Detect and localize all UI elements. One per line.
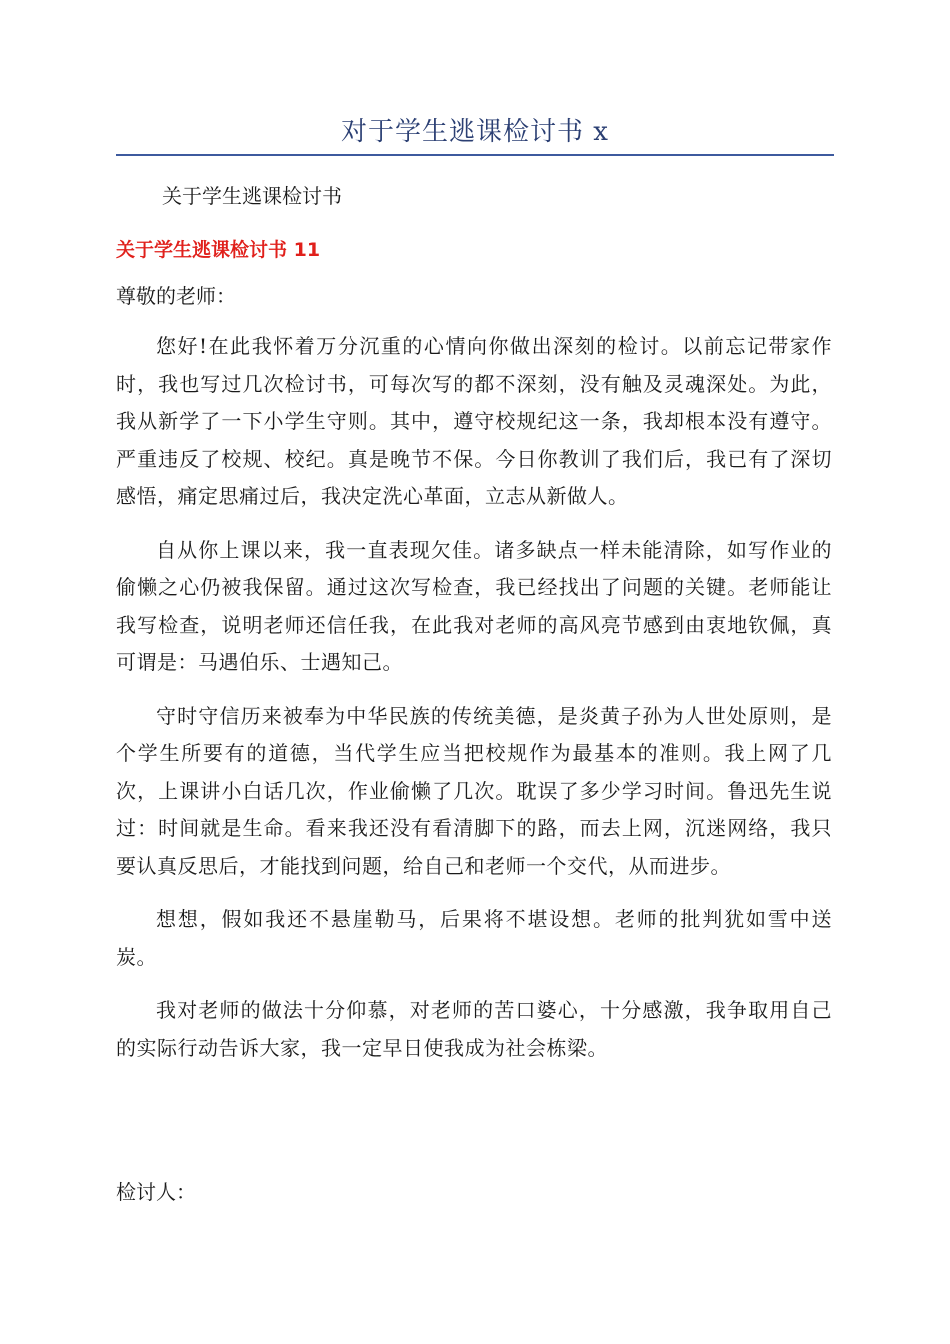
body-paragraph: 守时守信历来被奉为中华民族的传统美德，是炎黄子孙为人世处原则，是个学生所要有的道德，当代学生应当把校规作为最基本的准则。我上网了几次，上课讲小白话几次，作业偷懒了几次。耽误了多少学习时间。鲁迅先生说过：时间就是生命。看来我还没有看清脚下的路，而去上网，沉迷网络，我只要认真反思后，才能找到问题，给自己和老师一个交代，从而进步。 xyxy=(116,703,832,878)
body-paragraph: 您好!在此我怀着万分沉重的心情向你做出深刻的检讨。以前忘记带家作时，我也写过几次检讨书，可每次写的都不深刻，没有触及灵魂深处。为此，我从新学了一下小学生守则。其中，遵守校规纪这一条，我却根本没有遵守。严重违反了校规、校纪。真是晚节不保。今日你教训了我们后，我已有了深切感悟，痛定思痛过后，我决定洗心革面，立志从新做人。 xyxy=(116,334,832,508)
signature-label: 检讨人： xyxy=(116,1180,196,1204)
document-title: 对于学生逃课检讨书 x xyxy=(341,117,609,147)
title-underline xyxy=(116,154,834,156)
salutation: 尊敬的老师： xyxy=(116,284,236,308)
letter-body xyxy=(116,328,832,1083)
section-heading: 关于学生逃课检讨书 11 xyxy=(116,239,321,261)
intro-line: 关于学生逃课检讨书 xyxy=(162,184,342,208)
body-paragraph: 自从你上课以来，我一直表现欠佳。诸多缺点一样未能清除，如写作业的偷懒之心仍被我保留。通过这次写检查，我已经找出了问题的关键。老师能让我写检查，说明老师还信任我，在此我对老师的高风亮节感到由衷地钦佩，真可谓是：马遇伯乐、士遇知己。 xyxy=(116,537,832,674)
body-paragraph: 想想，假如我还不悬崖勒马，后果将不堪设想。老师的批判犹如雪中送炭。 xyxy=(116,907,832,969)
body-paragraph: 我对老师的做法十分仰慕，对老师的苦口婆心，十分感激，我争取用自己的实际行动告诉大家，我一定早日使我成为社会栋梁。 xyxy=(116,998,832,1060)
